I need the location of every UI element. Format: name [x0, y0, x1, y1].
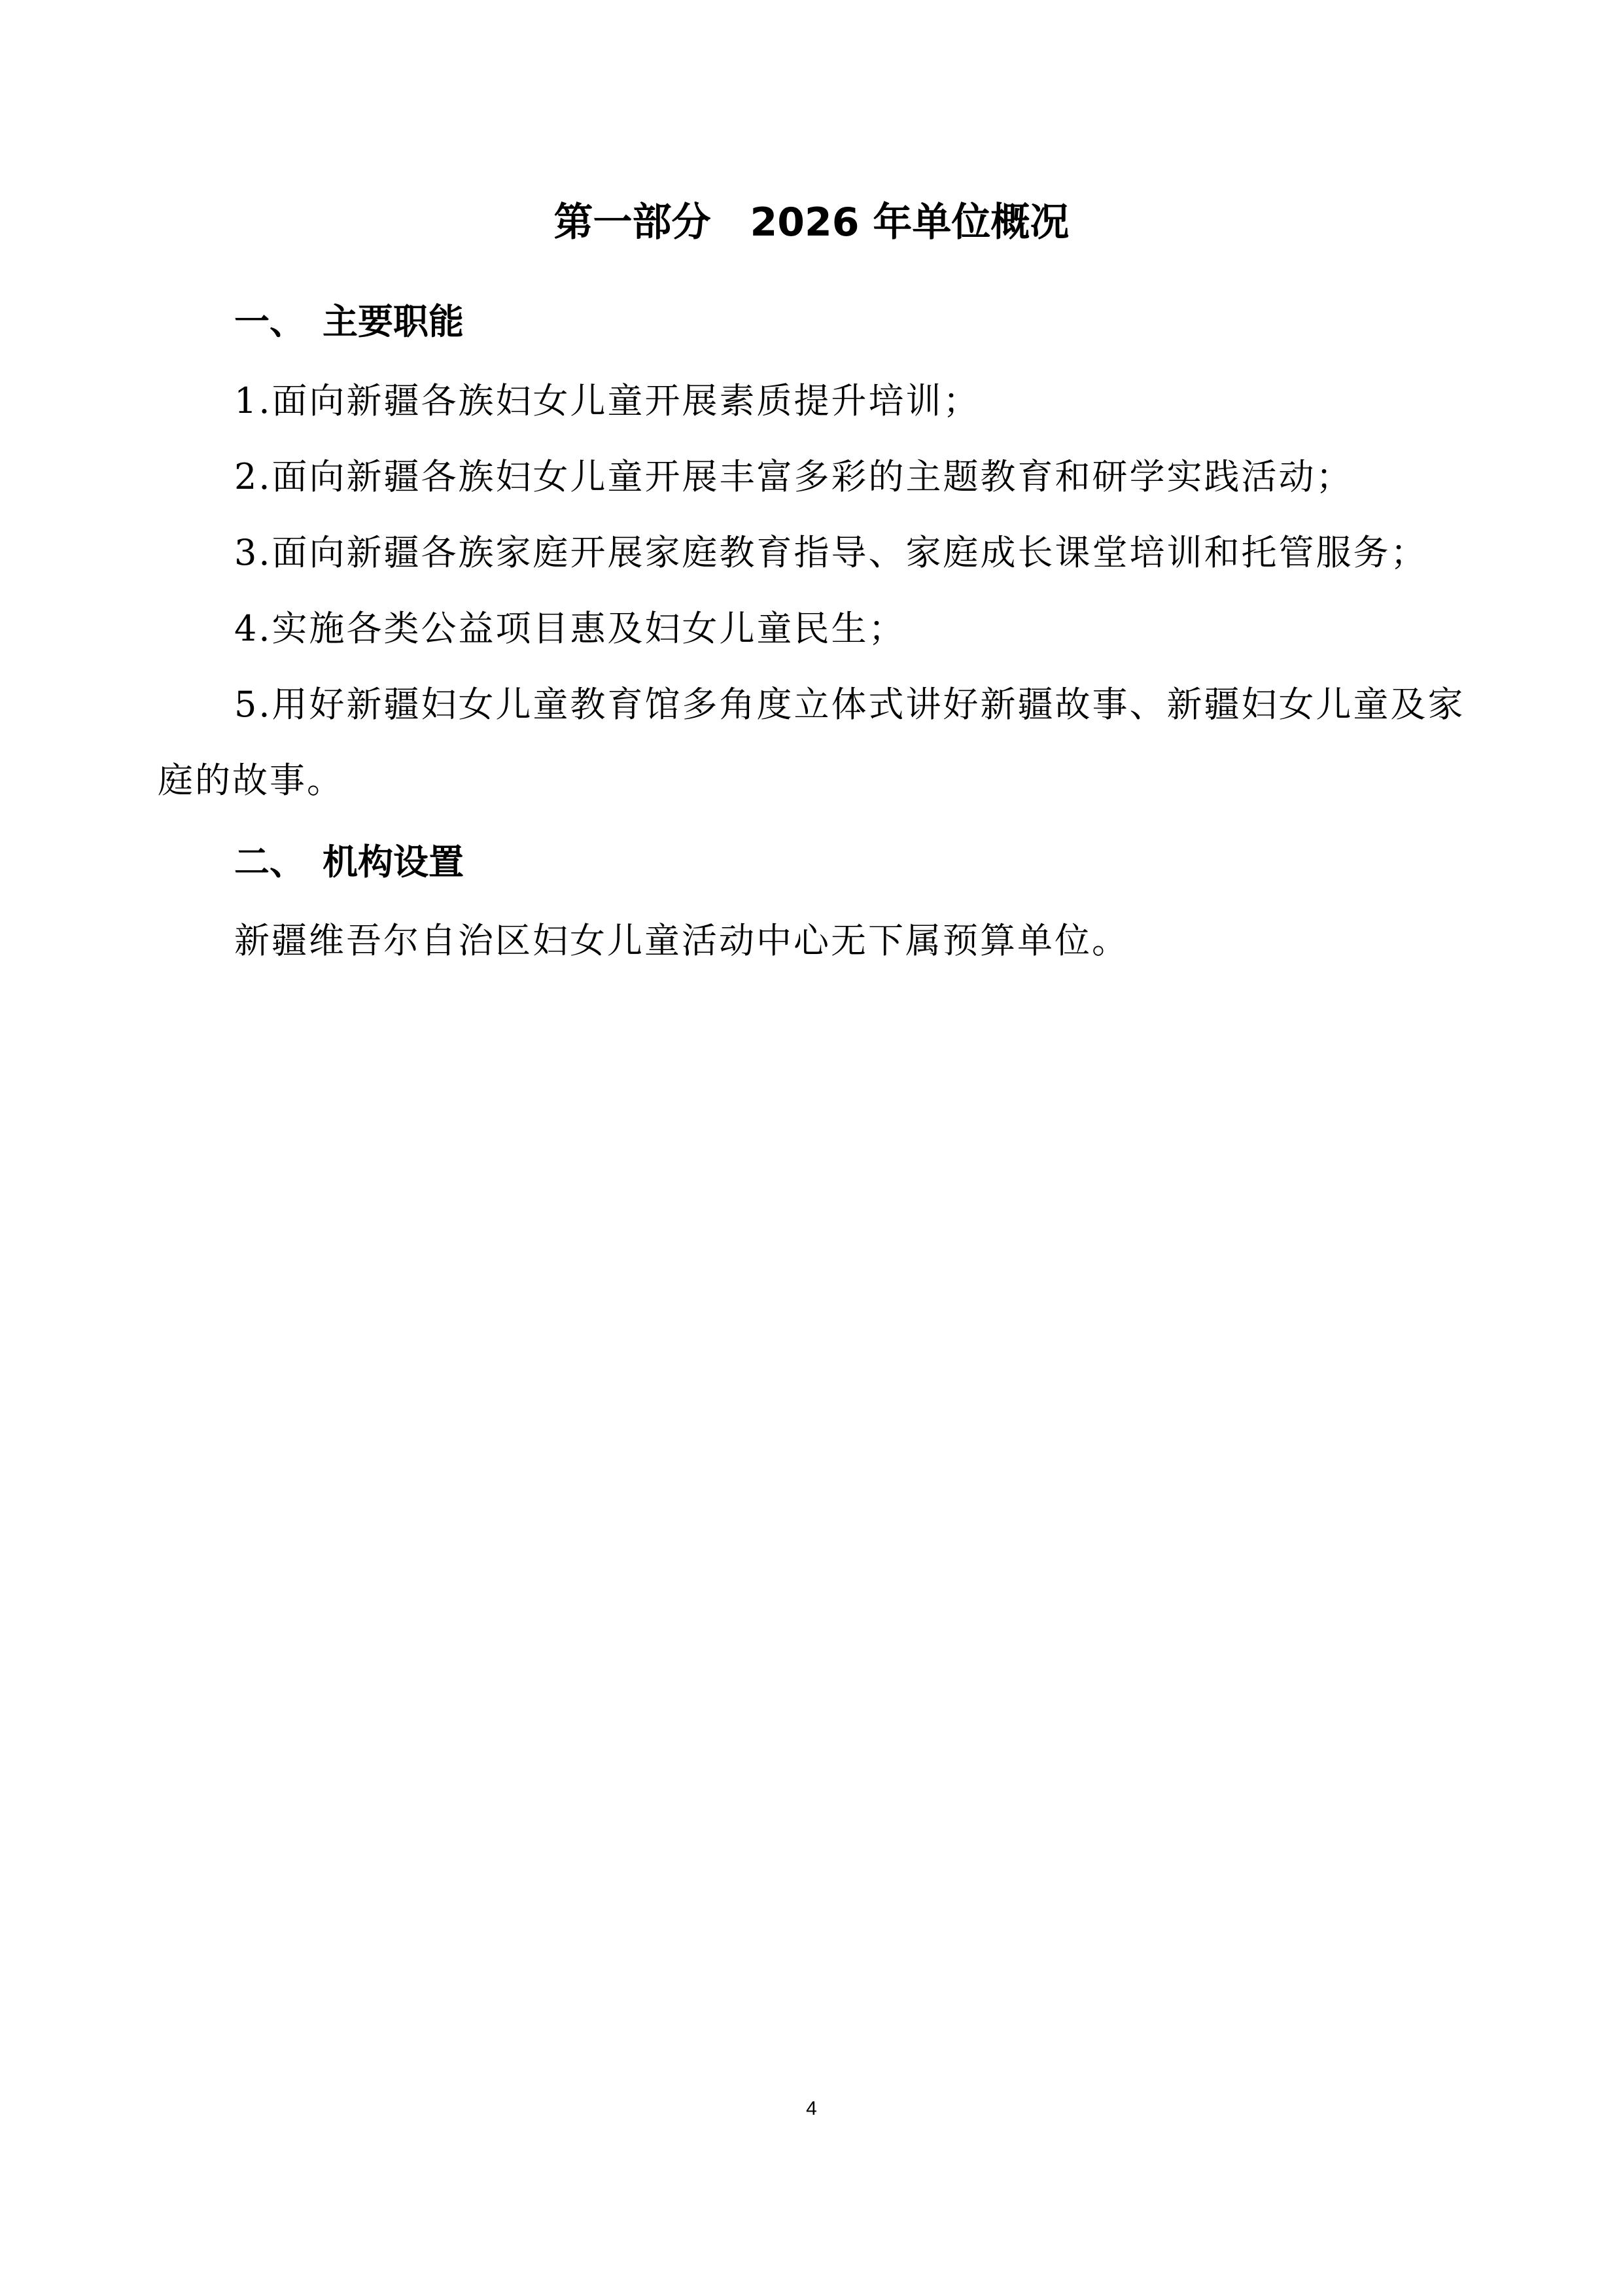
function-item-5: 5.用好新疆妇女儿童教育馆多角度立体式讲好新疆故事、新疆妇女儿童及家庭的故事。 [158, 684, 1465, 801]
page-number: 4 [806, 2098, 817, 2119]
section-heading-organization: 二、 机构设置 [234, 841, 464, 883]
function-item-2: 2.面向新疆各族妇女儿童开展丰富多彩的主题教育和研学实践活动； [234, 456, 1353, 497]
function-item-3: 3.面向新疆各族家庭开展家庭教育指导、家庭成长课堂培训和托管服务； [234, 532, 1428, 573]
organization-text: 新疆维吾尔自治区妇女儿童活动中心无下属预算单位。 [234, 920, 1129, 961]
function-item-4: 4.实施各类公益项目惠及妇女儿童民生； [234, 608, 906, 649]
page-title: 第一部分 2026 年单位概况 [553, 200, 1070, 245]
section-heading-main-functions: 一、 主要职能 [234, 301, 464, 342]
function-item-1: 1.面向新疆各族妇女儿童开展素质提升培训； [234, 380, 981, 421]
